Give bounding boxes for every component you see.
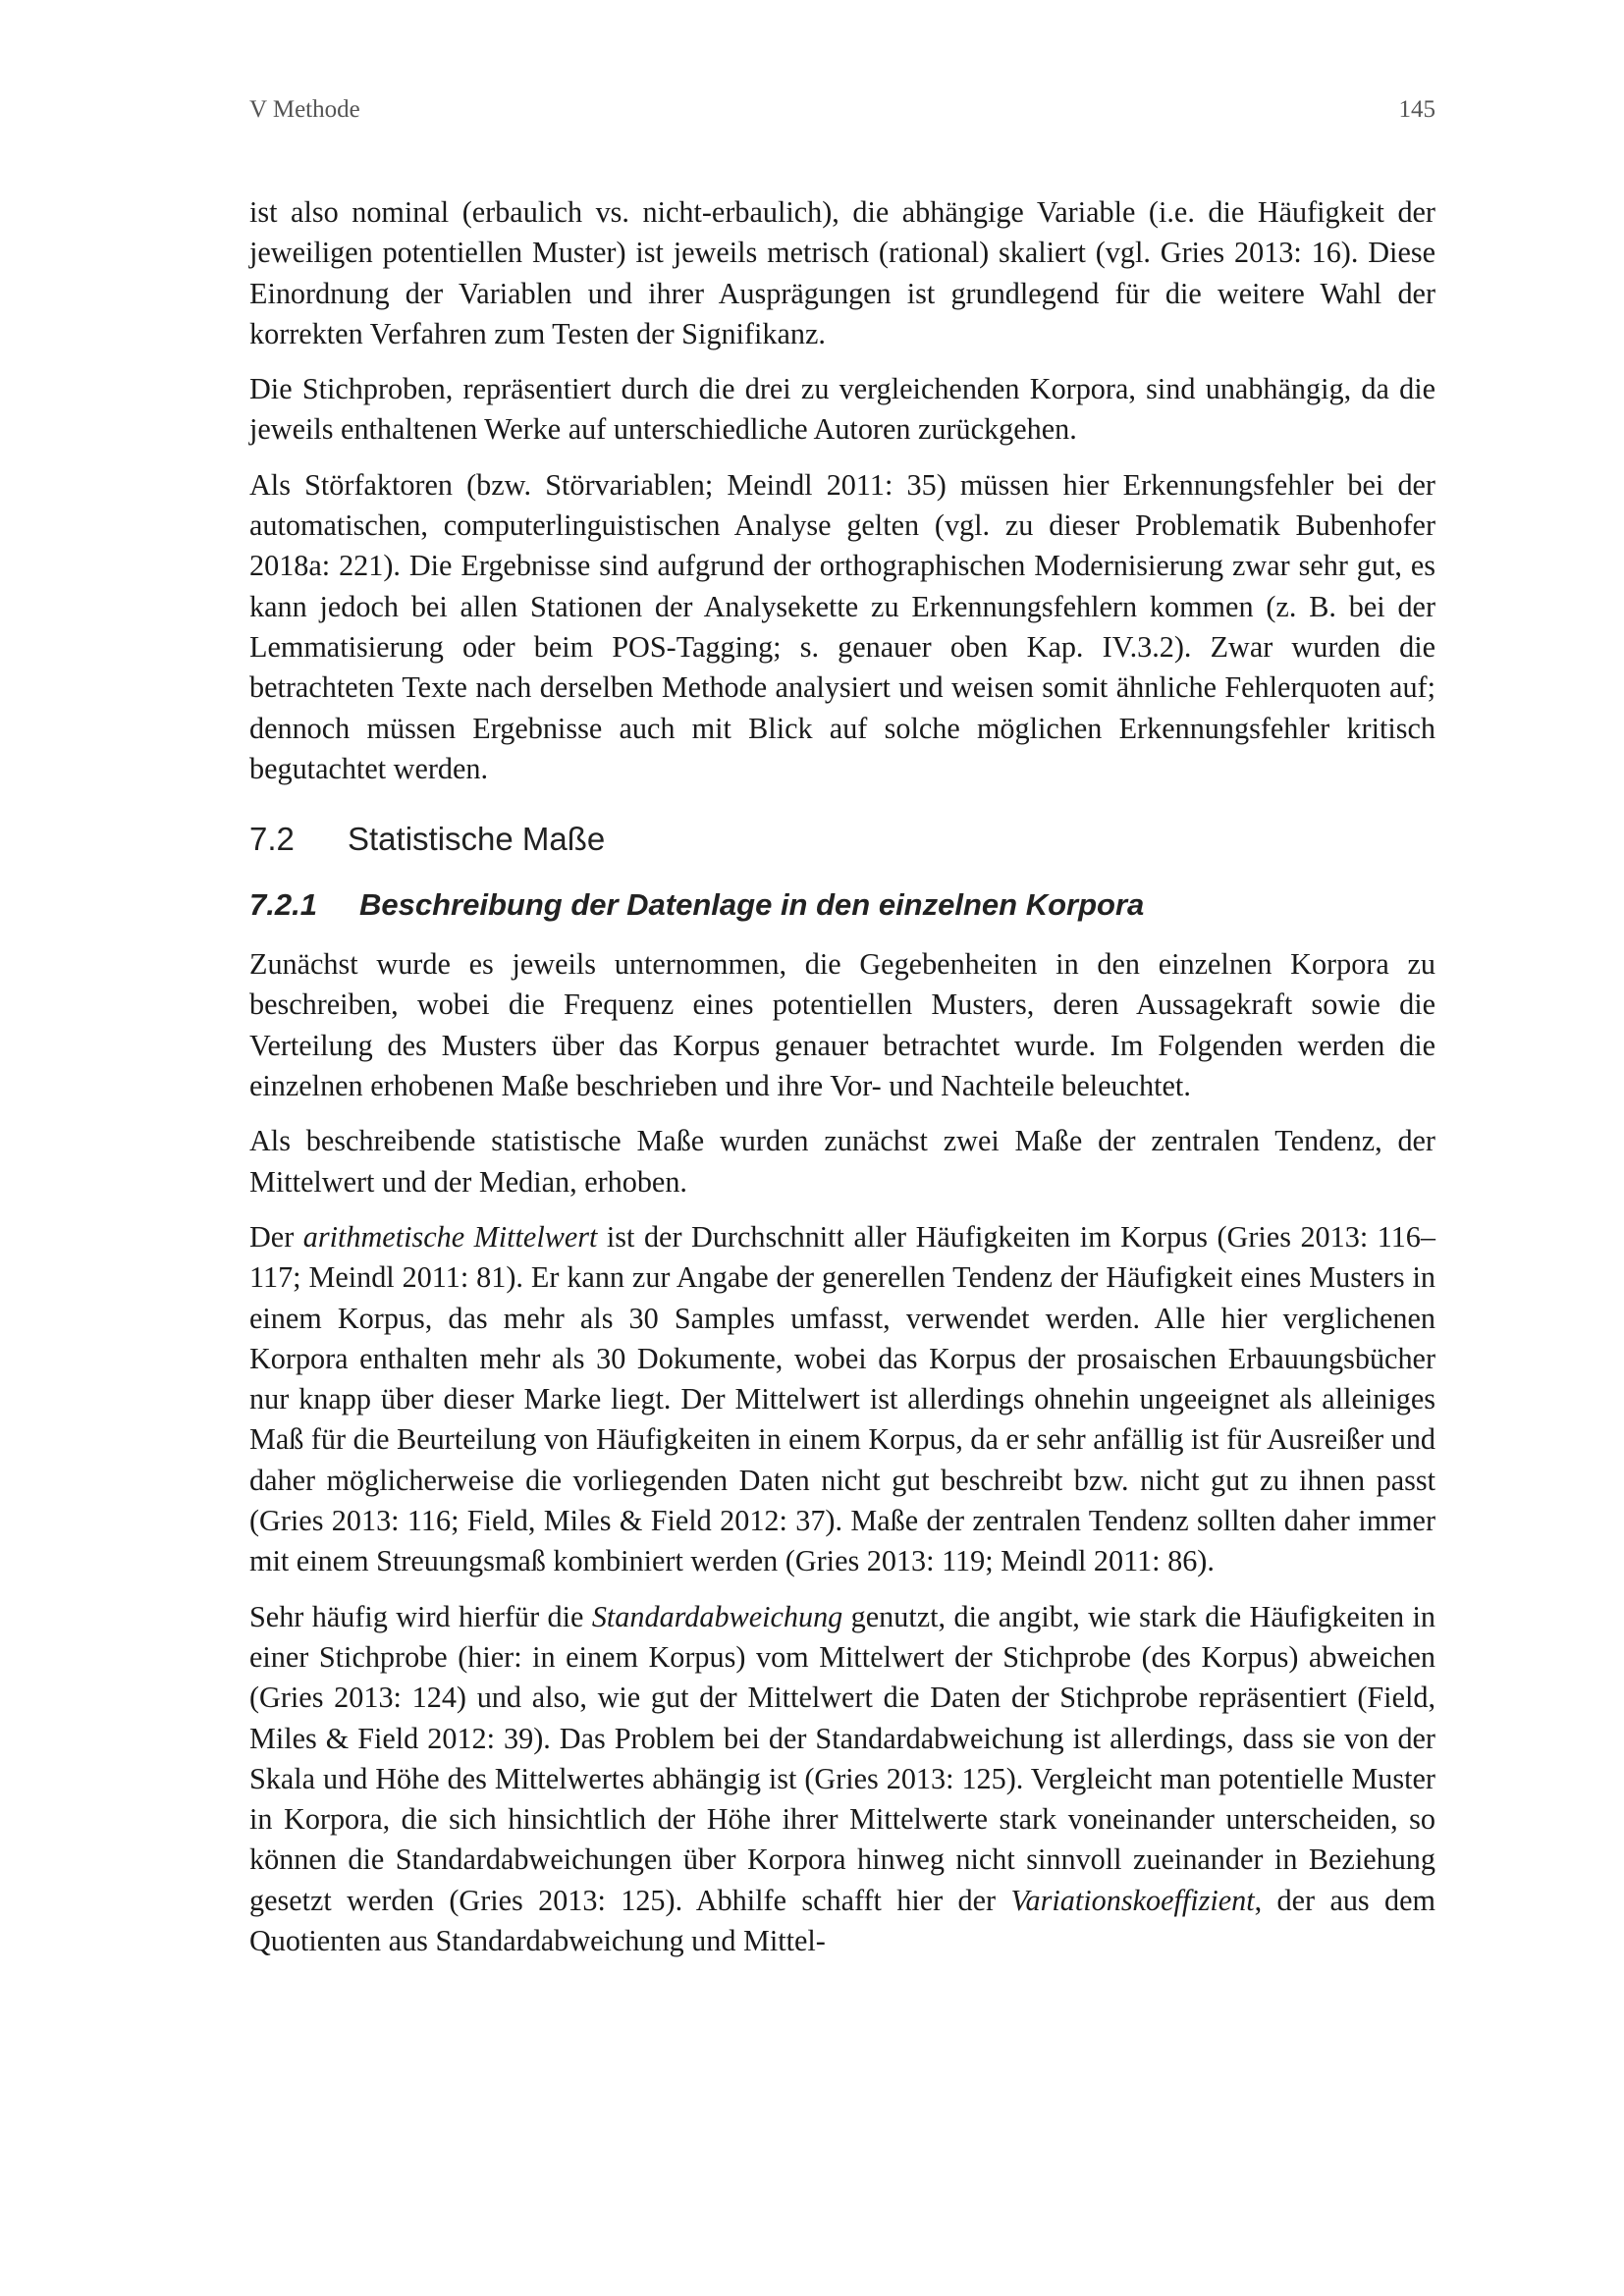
sd-term: Standardabweichung — [591, 1599, 843, 1633]
body-text — [249, 192, 1435, 1976]
subsection-title: Beschreibung der Datenlage in den einzelnen Korpora — [359, 887, 1145, 923]
cv-term: Variationskoeffizient — [1010, 1883, 1255, 1917]
section-number: 7.2 — [249, 821, 295, 858]
sd-text-middle: genutzt, die angibt, wie stark die Häufigkeiten in einer Stichprobe (hier: in einem Korpus) vom Mittelwert der Stichprobe (des Korpus) abweichen (Gries 2013: 124) und also, wie gut der Mittelwert die Daten der Stichprobe repräsentiert (Field, Miles & Field 2012: 39). Das Problem bei der Standardabweichung ist allerdings, dass sie von der Skala und Höhe des Mittelwertes abhängig ist (Gries 2013: 125). Vergleicht man potentielle Muster in Korpora, die sich hinsichtlich der Höhe ihrer Mittelwerte stark voneinander unterscheiden, so können die Standardabweichungen über Korpora hinweg nicht sinnvoll zueinander in Beziehung gesetzt werden (Gries 2013: 125). Abhilfe schafft hier der — [249, 1599, 1435, 1917]
paragraph-standard-deviation — [249, 1597, 1435, 1962]
sd-text-before: Sehr häufig wird hierfür die — [249, 1599, 592, 1633]
sd-text-after: , der aus dem Quotienten aus Standardabweichung und Mittel- — [249, 1883, 1435, 1957]
paragraph-samples: Die Stichproben, repräsentiert durch die drei zu vergleichenden Korpora, sind unabhängig, da die jeweils enthaltenen Werke auf unterschiedliche Autoren zurückgehen. — [249, 372, 1435, 447]
mean-text-after: ist der Durchschnitt aller Häufigkeiten im Korpus (Gries 2013: 116–117; Meindl 2011: 81). Er kann zur Angabe der generellen Tendenz der Häufigkeit eines Musters in einem Korpus, das mehr als 30 Samples umfasst, verwendet werden. Alle hier verglichenen Korpora enthalten mehr als 30 Dokumente, wobei das Korpus der prosaischen Erbauungsbücher nur knapp über dieser Marke liegt. Der Mittelwert ist allerdings ohnehin ungeeignet als alleiniges Maß für die Beurteilung von Häufigkeiten in einem Korpus, da er sehr anfällig ist für Ausreißer und daher möglicherweise die vorliegenden Daten nicht gut beschreibt bzw. nicht gut zu ihnen passt (Gries 2013: 116; Field, Miles & Field 2012: 37). Maße der zentralen Tendenz sollten daher immer mit einem Streuungsmaß kombiniert werden (Gries 2013: 119; Meindl 2011: 86). — [249, 1219, 1436, 1578]
running-title: V Methode — [249, 96, 360, 123]
mean-text-before: Der — [249, 1219, 303, 1254]
paragraph-variables: ist also nominal (erbaulich vs. nicht-erbaulich), die abhängige Variable (i.e. die Häufigkeit der jeweiligen potentiellen Muster) ist jeweils metrisch (rational) skaliert (vgl. Gries 2013: 16). Diese Einordnung der Variablen und ihrer Ausprägungen ist grundlegend für die weitere Wahl der korrekten Verfahren zum Testen der Signifikanz. — [249, 195, 1435, 350]
paragraph-description: Zunächst wurde es jeweils unternommen, die Gegebenheiten in den einzelnen Korpora zu beschreiben, wobei die Frequenz eines potentiellen Musters, deren Aussagekraft sowie die Verteilung des Musters über das Korpus genauer betrachtet wurde. Im Folgenden werden die einzelnen erhobenen Maße beschrieben und ihre Vor- und Nachteile beleuchtet. — [249, 947, 1435, 1103]
subsection-heading — [249, 885, 1435, 925]
page-number: 145 — [1398, 96, 1435, 123]
page-header — [249, 96, 1435, 135]
mean-term: arithmetische Mittelwert — [302, 1219, 598, 1254]
paragraph-confounders: Als Störfaktoren (bzw. Störvariablen; Meindl 2011: 35) müssen hier Erkennungsfehler bei der automatischen, computerlinguistischen Analyse gelten (vgl. zu dieser Problematik Bubenhofer 2018a: 221). Die Ergebnisse sind aufgrund der orthographischen Modernisierung zwar sehr gut, es kann jedoch bei allen Stationen der Analysekette zu Erkennungsfehlern kommen (z. B. bei der Lemmatisierung oder beim POS-Tagging; s. genauer oben Kap. IV.3.2). Zwar wurden die betrachteten Texte nach derselben Methode analysiert und weisen somit ähnliche Fehlerquoten auf; dennoch müssen Ergebnisse auch mit Blick auf solche möglichen Erkennungsfehler kritisch begutachtet werden. — [249, 467, 1435, 785]
section-heading — [249, 820, 1435, 859]
paragraph-central-tendency: Als beschreibende statistische Maße wurden zunächst zwei Maße der zentralen Tendenz, der Mittelwert und der Median, erhoben. — [249, 1124, 1435, 1199]
subsection-number: 7.2.1 — [249, 887, 317, 923]
section-title: Statistische Maße — [348, 821, 606, 858]
paragraph-mean — [249, 1217, 1435, 1582]
